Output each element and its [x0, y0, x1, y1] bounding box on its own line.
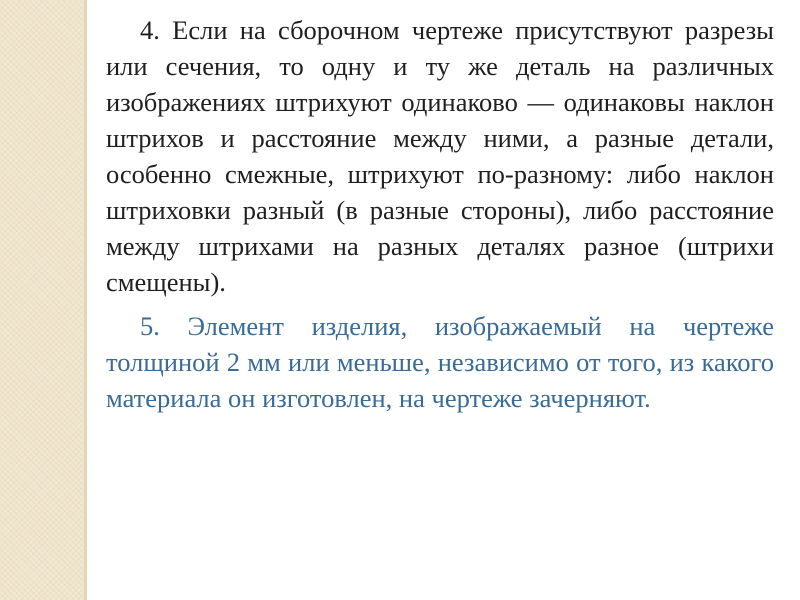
paragraph-hatching-rule: 4. Если на сборочном чертеже присутствуют разрезы или сечения, то одну и ту же деталь на различных изображениях штрихуют одинаково — одинаковы наклон штрихов и расстояние между ними, а разные детали, особенно смежные, штрихуют по-разному: либо наклон штриховки разный (в разные стороны), либо расстояние между штрихами на разных деталях разное (штрихи смещены). — [106, 15, 774, 297]
paragraph-thin-element-rule: 5. Элемент изделия, изображаемый на чертеже толщиной 2 мм или меньше, независимо от того, из какого материала он изготовлен, на чертеже зачерняют. — [106, 311, 774, 413]
slide-body — [106, 12, 774, 416]
decorative-side-band — [0, 0, 84, 600]
side-band-edge — [84, 0, 87, 600]
